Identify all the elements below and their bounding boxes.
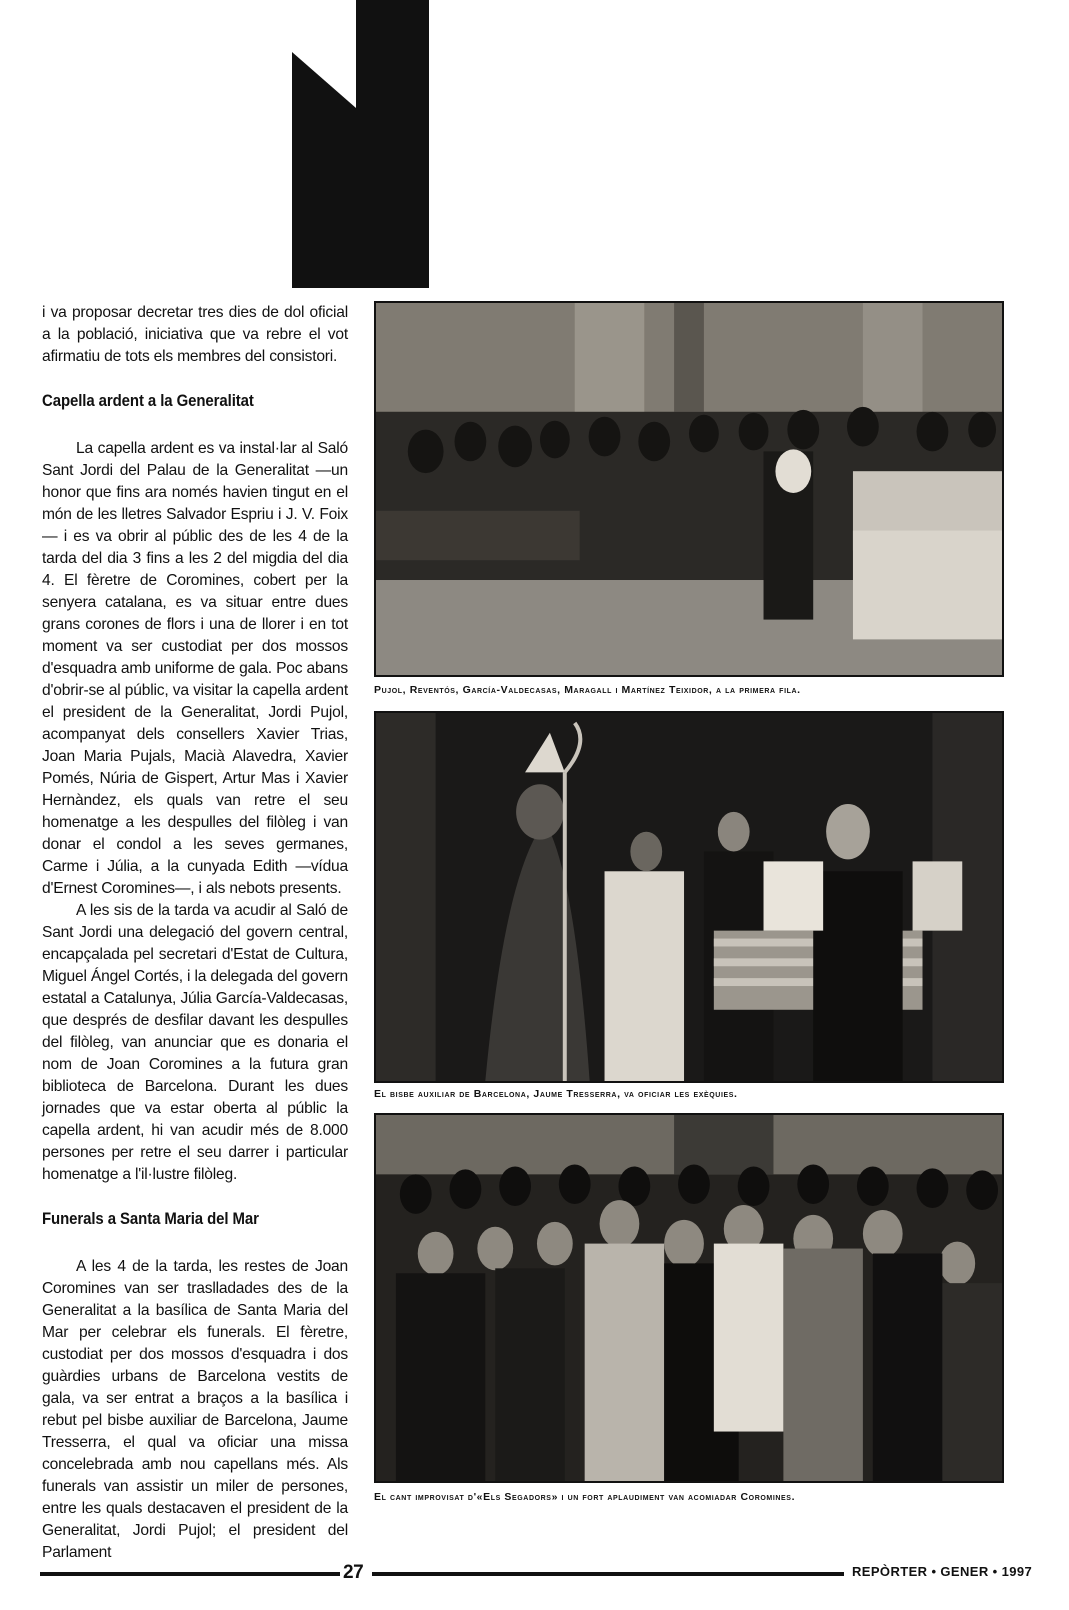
footer-rule-left bbox=[40, 1572, 340, 1576]
photo-bishop-officiating bbox=[374, 711, 1004, 1083]
article-paragraph-3: A les 4 de la tarda, les restes de Joan Coromines van ser traslladades des de la Generalitat a la basílica de Santa Maria del Mar per celebrar els funerals. El fèretre, custodiat per dos mossos d'esquadra i dos guàrdies urbans de Barcelona vestits de gala, va ser entrat a braços a la basílica i rebut pel bisbe auxiliar de Barcelona, Jaume Tresserra, el qual va oficiar una missa concelebrada amb nou capellans més. Als funerals van assistir un miler de persones, entre les quals destacaven el president de la Generalitat, Jordi Pujol; el president del Parlament bbox=[42, 1258, 348, 1561]
section-heading-capella: Capella ardent a la Generalitat bbox=[42, 391, 254, 410]
page-number: 27 bbox=[343, 1562, 364, 1583]
article-text-column bbox=[42, 302, 348, 1564]
photo-crowd-singing bbox=[374, 1113, 1004, 1483]
section-heading-funerals: Funerals a Santa Maria del Mar bbox=[42, 1209, 259, 1228]
article-paragraph-intro: i va proposar decretar tres dies de dol oficial a la població, iniciativa que va rebre el vot afirmatiu de tots els membres del consistori. bbox=[42, 304, 348, 365]
article-paragraph-1: La capella ardent es va instal·lar al Saló Sant Jordi del Palau de la Generalitat —un honor que fins ara només havien tingut en el món de les lletres Salvador Espriu i J. V. Foix— i es va obrir al públic des de les 4 de la tarda del dia 3 fins a les 2 del migdia del dia 4. El fèretre de Coromines, cobert per la senyera catalana, es va situar entre dues grans corones de flors i una de llorer i en tot moment va ser custodiat per dos mossos d'esquadra amb uniforme de gala. Poc abans d'obrir-se al públic, va visitar la capella ardent el president de la Generalitat, Jordi Pujol, acompanyat dels consellers Xavier Trias, Joan Maria Pujals, Macià Alavedra, Xavier Pomés, Núria de Gispert, Artur Mas i Xavier Hernàndez, els quals van retre el seu homenatge a les despulles del filòleg i van donar el condol a les seves germanes, Carme i Júlia, a la cunyada Edith —vídua d'Ernest Coromines—, i als nebots presents. bbox=[42, 440, 348, 897]
photo-caption-3: El cant improvisat d'«Els Segadors» i un fort aplaudiment van acomiadar Coromines. bbox=[374, 1491, 796, 1503]
footer-rule-right bbox=[372, 1572, 844, 1576]
magazine-footer-label: REPÒRTER • GENER • 1997 bbox=[852, 1564, 1033, 1579]
article-paragraph-2: A les sis de la tarda va acudir al Saló de Sant Jordi una delegació del govern central, encapçalada pel secretari d'Estat de Cultura, Miguel Ángel Cortés, i la delegada del govern estatal a Catalunya, Júlia García-Valdecasas, que després de desfilar davant les despulles del filòleg, van anunciar que es donaria el nom de Joan Coromines a la futura gran biblioteca de Barcelona. Durant les dues jornades que va estar oberta al públic la capella ardent, hi van acudir més de 8.000 persones per retre el seu darrer i particular homenatge a l'il·lustre filòleg. bbox=[42, 902, 348, 1183]
photo-caption-1: Pujol, Reventós, García-Valdecasas, Maragall i Martínez Teixidor, a la primera fila. bbox=[374, 684, 801, 696]
logo-notch-shape bbox=[292, 0, 429, 288]
photo-caption-2: El bisbe auxiliar de Barcelona, Jaume Tresserra, va oficiar les exèquies. bbox=[374, 1088, 738, 1100]
photo-chapel-mourners bbox=[374, 301, 1004, 677]
